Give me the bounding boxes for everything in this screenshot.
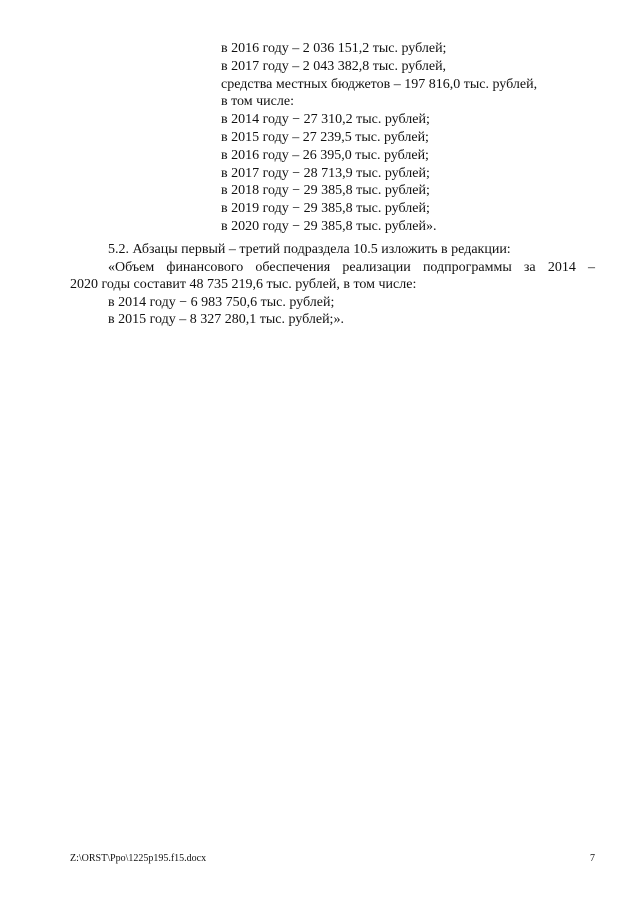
funding-line: в 2020 году − 29 385,8 тыс. рублей». bbox=[221, 218, 437, 234]
funding-line: в 2015 году – 27 239,5 тыс. рублей; bbox=[221, 129, 429, 145]
year-line: в 2015 году – 8 327 280,1 тыс. рублей;». bbox=[108, 312, 344, 328]
paragraph-line: «Объем финансового обеспечения реализации подпрограммы за 2014 – bbox=[108, 259, 595, 275]
funding-line: в 2014 году − 27 310,2 тыс. рублей; bbox=[221, 112, 430, 128]
funding-breakdown bbox=[221, 40, 601, 236]
section-heading: 5.2. Абзацы первый – третий подраздела 10.5 изложить в редакции: bbox=[108, 242, 511, 257]
funding-line: в 2017 году − 28 713,9 тыс. рублей; bbox=[221, 165, 430, 181]
funding-line: в 2016 году – 26 395,0 тыс. рублей; bbox=[221, 147, 429, 163]
paragraph-line: 2020 годы составит 48 735 219,6 тыс. рублей, в том числе: bbox=[70, 277, 417, 293]
funding-line: в 2016 году – 2 036 151,2 тыс. рублей; bbox=[221, 41, 447, 56]
file-path: Z:\ORST\Ppo\1225p195.f15.docx bbox=[70, 853, 207, 864]
funding-line: в том числе: bbox=[221, 94, 294, 110]
funding-line: средства местных бюджетов – 197 816,0 тыс. рублей, bbox=[221, 76, 538, 92]
funding-line: в 2019 году − 29 385,8 тыс. рублей; bbox=[221, 201, 430, 217]
year-line: в 2014 году − 6 983 750,6 тыс. рублей; bbox=[108, 294, 335, 310]
amendment-section bbox=[70, 241, 595, 329]
funding-line: в 2017 году – 2 043 382,8 тыс. рублей, bbox=[221, 58, 447, 74]
funding-line: в 2018 году − 29 385,8 тыс. рублей; bbox=[221, 183, 430, 199]
page-number: 7 bbox=[590, 853, 595, 864]
